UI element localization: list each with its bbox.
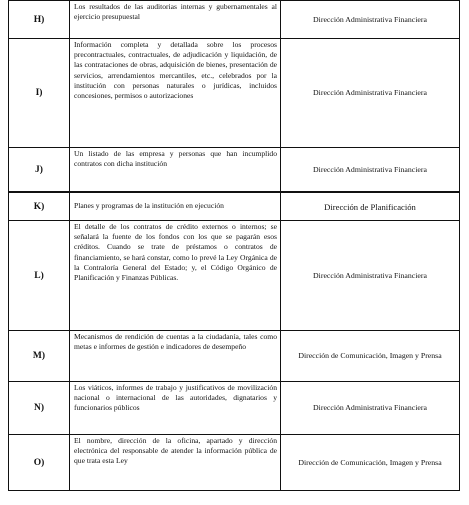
row-responsible: Dirección Administrativa Financiera [281,1,460,39]
row-responsible: Dirección Administrativa Financiera [281,148,460,193]
table-row-k [9,192,460,221]
row-key: L) [9,221,70,331]
document-page [8,0,460,497]
row-responsible: Dirección Administrativa Financiera [281,39,460,148]
table-row-o [9,435,460,491]
row-responsible: Dirección Administrativa Financiera [281,382,460,435]
table-row-h [9,1,460,39]
row-description: Planes y programas de la institución en ejecución [70,192,281,221]
row-responsible: Dirección de Comunicación, Imagen y Prensa [281,435,460,491]
row-responsible: Dirección de Comunicación, Imagen y Prensa [281,331,460,382]
row-description: Información completa y detallada sobre los procesos precontractuales, contractuales, de adjudicación y liquidación, de las contrataciones de obras, adquisición de bienes, presentación de servicios, arrendamientos mercantiles, etc., celebrados por la institución con personas naturales o jurídicas, incluidos concesiones, permisos o autorizaciones [70,39,281,148]
table-row-n [9,382,460,435]
row-description: El detalle de los contratos de crédito externos o internos; se señalará la fuente de los fondos con los que se pagarán esos créditos. Cuando se trate de préstamos o contratos de financiamiento, se hará constar, como lo prevé la Ley Orgánica de la Contraloría General del Estado; y, el Código Orgánico de Planificación y Finanzas Públicas. [70,221,281,331]
row-key: J) [9,148,70,193]
row-responsible: Dirección Administrativa Financiera [281,221,460,331]
table-row-j [9,148,460,193]
row-description: Los viáticos, informes de trabajo y justificativos de movilización nacional o internacional de las autoridades, dignatarios y funcionarios públicos [70,382,281,435]
row-responsible: Dirección de Planificación [281,192,460,221]
table-row-i [9,39,460,148]
row-description: Los resultados de las auditorias internas y gubernamentales al ejercicio presupuestal [70,1,281,39]
row-key: O) [9,435,70,491]
transparency-info-table [8,0,460,491]
row-key: M) [9,331,70,382]
row-key: N) [9,382,70,435]
row-key: H) [9,1,70,39]
table-row-m [9,331,460,382]
row-description: Mecanismos de rendición de cuentas a la ciudadanía, tales como metas e informes de gestión e indicadores de desempeño [70,331,281,382]
table-row-l [9,221,460,331]
row-description: El nombre, dirección de la oficina, apartado y dirección electrónica del responsable de atender la información pública de que trata esta Ley [70,435,281,491]
row-description: Un listado de las empresa y personas que han incumplido contratos con dicha institución [70,148,281,193]
row-key: I) [9,39,70,148]
row-key: K) [9,192,70,221]
